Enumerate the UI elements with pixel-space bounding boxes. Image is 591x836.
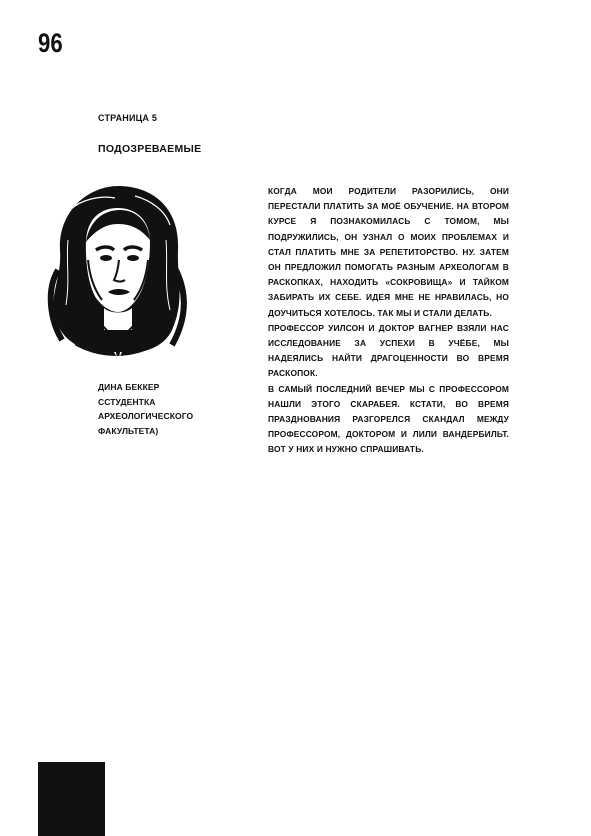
caption-line: АРХЕОЛОГИЧЕСКОГО xyxy=(98,411,194,421)
paragraph: В САМЫЙ ПОСЛЕДНИЙ ВЕЧЕР МЫ С ПРОФЕССОРОМ НАШЛИ ЭТОГО СКАРАБЕЯ. КСТАТИ, ВО ВРЕМЯ ПРАЗДНОВАНИЯ РАЗГОРЕЛСЯ СКАНДАЛ МЕЖДУ ПРОФЕССОРОМ, ДОКТОРОМ И ЛИЛИ ВАНДЕРБИЛЬТ. ВОТ У НИХ И НУЖНО СПРАШИВАТЬ. xyxy=(268,383,509,455)
caption-line: ДИНА БЕККЕР xyxy=(98,382,160,392)
suspect-caption xyxy=(98,380,208,438)
page-number: 96 xyxy=(38,28,63,58)
section-label: СТРАНИЦА 5 xyxy=(98,113,158,123)
testimony-text xyxy=(268,184,509,458)
section-title: ПОДОЗРЕВАЕМЫЕ xyxy=(98,143,202,155)
suspect-portrait xyxy=(40,180,192,360)
caption-line: ФАКУЛЬТЕТА) xyxy=(98,425,159,436)
paragraph: ПРОФЕССОР УИЛСОН И ДОКТОР ВАГНЕР ВЗЯЛИ НАС ИССЛЕДОВАНИЕ ЗА УСПЕХИ В УЧЁБЕ, МЫ НАДЕЯЛИСЬ НАЙТИ ДРАГОЦЕННОСТИ ВО ВРЕМЯ РАСКОПОК. xyxy=(268,322,509,379)
page-edge-tab xyxy=(38,762,105,836)
paragraph: КОГДА МОИ РОДИТЕЛИ РАЗОРИЛИСЬ, ОНИ ПЕРЕСТАЛИ ПЛАТИТЬ ЗА МОЁ ОБУЧЕНИЕ. НА ВТОРОМ КУРСЕ Я ПОЗНАКОМИЛАСЬ С ТОМОМ, МЫ ПОДРУЖИЛИСЬ, ОН УЗНАЛ О МОИХ ПРОБЛЕМАХ И СТАЛ ПЛАТИТЬ МНЕ ЗА РЕПЕТИТОРСТВО. НУ. ЗАТЕМ ОН ПРЕДЛОЖИЛ ПОМОГАТЬ РАЗНЫМ АРХЕОЛОГАМ В РАСКОПКАХ, НАХОДИТЬ «СОКРОВИЩА» И ТАЙКОМ ЗАБИРАТЬ ИХ СЕБЕ. ИДЕЯ МНЕ НЕ НРАВИЛАСЬ, НО ДОУЧИТЬСЯ ХОТЕЛОСЬ. ТАК МЫ И СТАЛИ ДЕЛАТЬ. xyxy=(268,186,509,318)
woman-portrait-icon xyxy=(40,180,192,360)
caption-line: ССТУДЕНТКА xyxy=(98,396,156,407)
